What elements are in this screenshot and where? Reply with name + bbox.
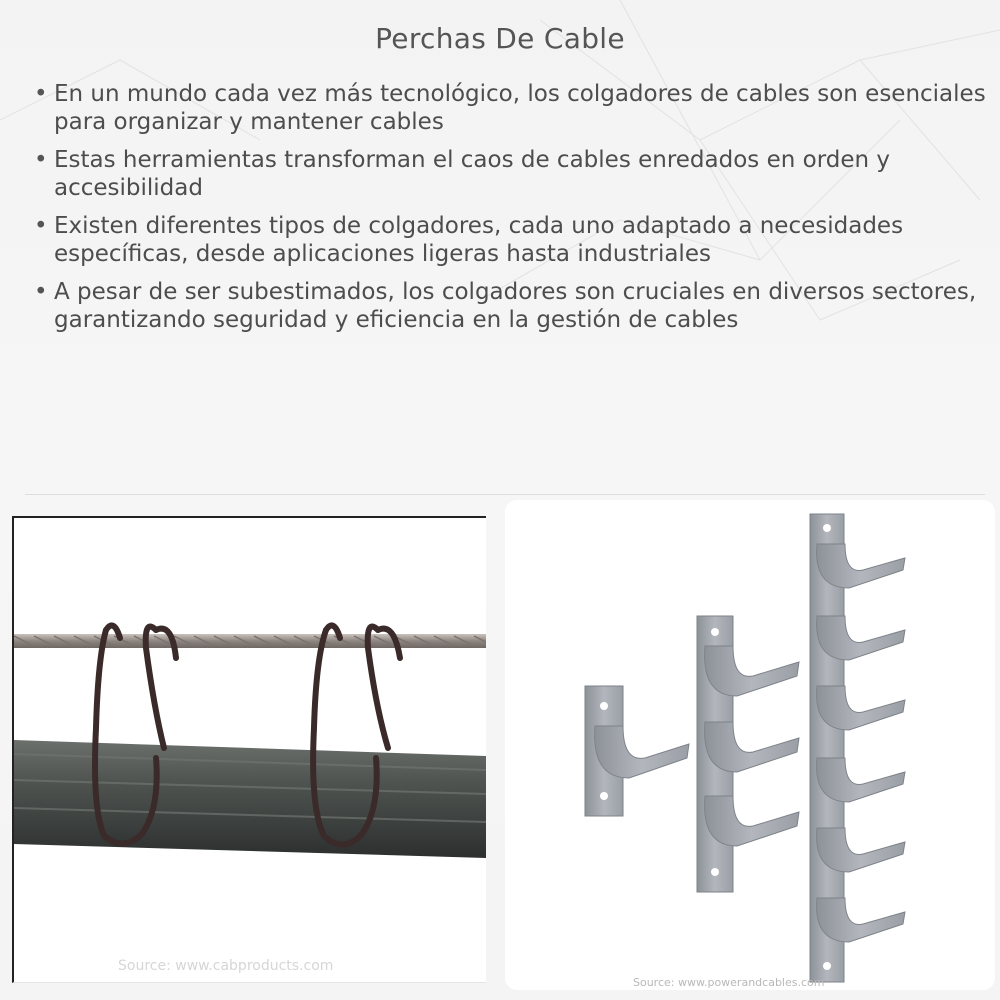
bullet-item: • Estas herramientas transforman el caos de cables enredados en orden y accesibilidad <box>30 146 990 202</box>
bullet-item: • A pesar de ser subestimados, los colgadores son cruciales en diversos sectores, garantizando seguridad y eficiencia en la gestión de cables <box>30 278 990 334</box>
bullet-list <box>30 80 990 344</box>
cable-bracket-photo <box>505 500 995 990</box>
image-source-caption: Source: www.cabproducts.com <box>118 958 334 974</box>
cable-hanger-photo <box>12 516 486 983</box>
divider <box>25 494 985 495</box>
bullet-item: • En un mundo cada vez más tecnológico, los colgadores de cables son esenciales para organizar y mantener cables <box>30 80 990 136</box>
bullet-item: • Existen diferentes tipos de colgadores, cada uno adaptado a necesidades específicas, desde aplicaciones ligeras hasta industriales <box>30 212 990 268</box>
page-title: Perchas De Cable <box>375 22 625 55</box>
image-source-caption: Source: www.powerandcables.com <box>633 976 825 989</box>
